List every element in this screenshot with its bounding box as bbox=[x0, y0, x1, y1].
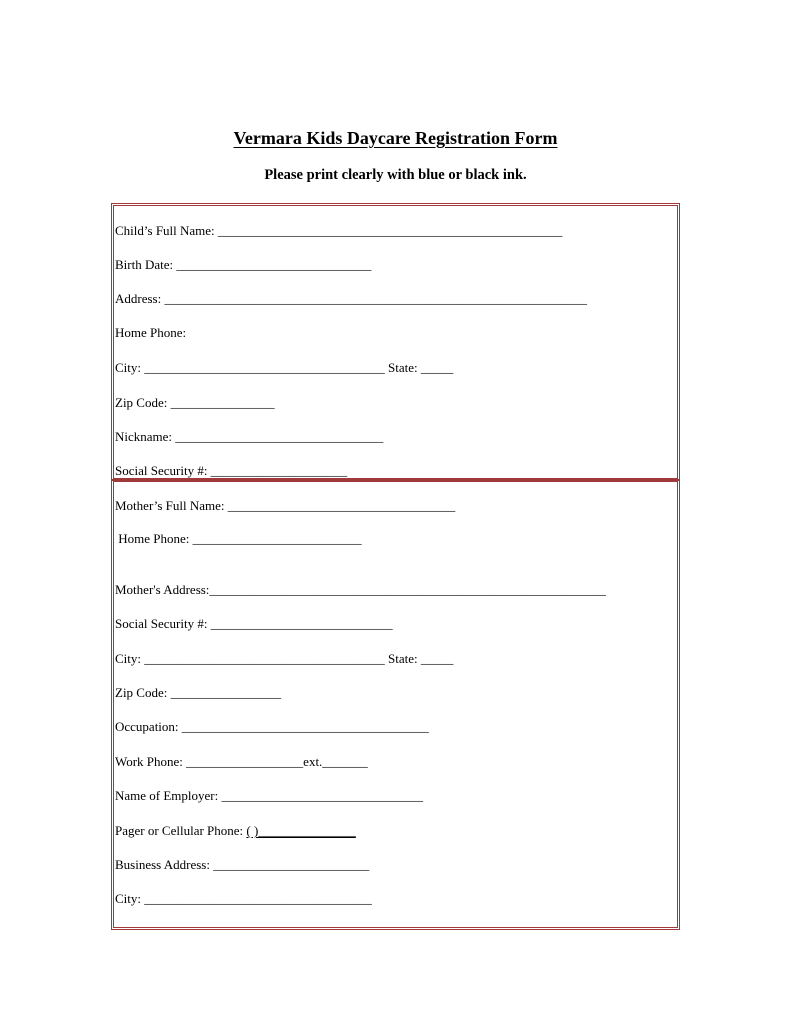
pager-label: Pager or Cellular Phone: bbox=[115, 823, 247, 838]
child-city-state-field[interactable]: City: _____________________________________ State: _____ bbox=[115, 360, 454, 375]
mother-city-state-field[interactable]: City: _____________________________________ State: _____ bbox=[115, 651, 454, 666]
pager-blank[interactable]: ( )_______________ bbox=[246, 823, 356, 838]
mother-employer-field[interactable]: Name of Employer: _______________________________ bbox=[115, 788, 423, 803]
mother-business-city-field[interactable]: City: ___________________________________ bbox=[115, 891, 372, 906]
child-ssn-field[interactable]: Social Security #: _____________________ bbox=[115, 463, 348, 478]
child-nickname-field[interactable]: Nickname: ________________________________ bbox=[115, 429, 384, 444]
work-phone-blank[interactable]: __________________ bbox=[186, 754, 304, 769]
work-phone-label: Work Phone: bbox=[115, 754, 187, 769]
mother-full-name-field[interactable]: Mother’s Full Name: ___________________________________ bbox=[115, 498, 456, 513]
child-home-phone-field[interactable]: Home Phone: bbox=[115, 325, 187, 340]
form-title: Vermara Kids Daycare Registration Form bbox=[233, 128, 558, 148]
mother-ssn-field[interactable]: Social Security #: ____________________________ bbox=[115, 616, 393, 631]
mother-business-address-field[interactable]: Business Address: ________________________ bbox=[115, 857, 370, 872]
child-zip-field[interactable]: Zip Code: ________________ bbox=[115, 395, 275, 410]
work-phone-ext[interactable]: ext._______ bbox=[303, 754, 368, 769]
mother-zip-field[interactable]: Zip Code: _________________ bbox=[115, 685, 282, 700]
child-address-field[interactable]: Address: _________________________________________________________________ bbox=[115, 291, 587, 306]
mother-home-phone-blank[interactable]: __________________________ bbox=[192, 531, 362, 546]
mother-home-phone-label: Home Phone: bbox=[115, 531, 193, 546]
mother-work-phone-field[interactable] bbox=[115, 754, 368, 770]
form-instructions: Please print clearly with blue or black ink. bbox=[264, 167, 527, 183]
mother-home-phone-field[interactable] bbox=[115, 531, 362, 547]
mother-address-field[interactable]: Mother's Address:_____________________________________________________________ bbox=[115, 582, 606, 597]
child-full-name-field[interactable]: Child’s Full Name: _____________________________________________________ bbox=[115, 223, 563, 238]
mother-occupation-field[interactable]: Occupation: ______________________________________ bbox=[115, 719, 429, 734]
mother-pager-field[interactable] bbox=[115, 823, 356, 839]
child-birth-date-field[interactable]: Birth Date: ______________________________ bbox=[115, 257, 372, 272]
